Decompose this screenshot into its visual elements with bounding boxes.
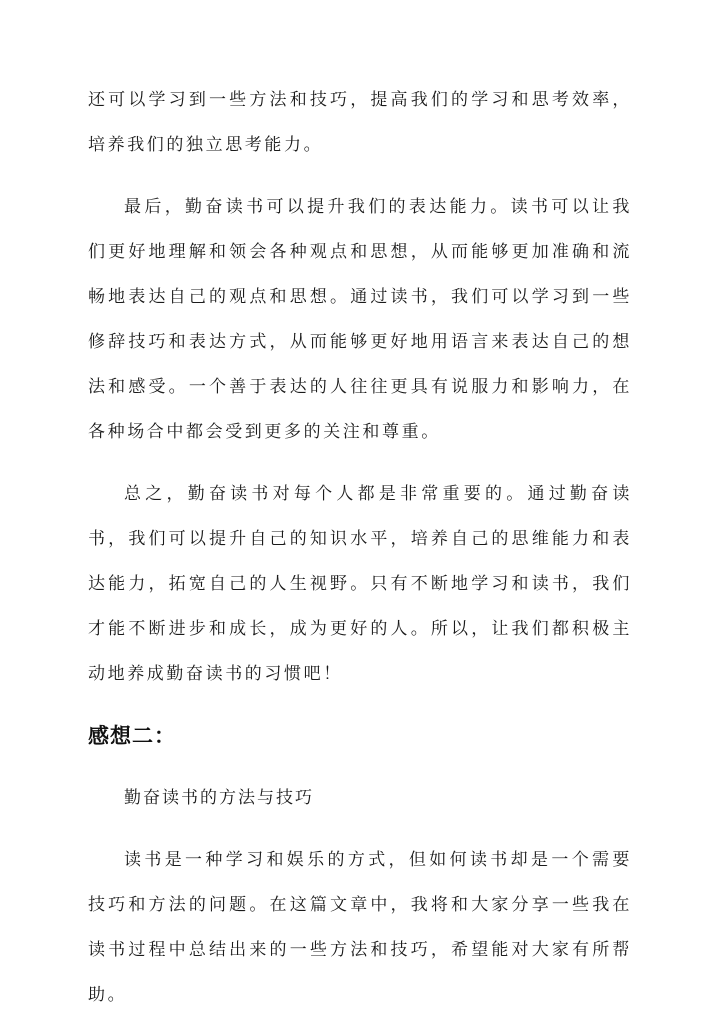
paragraph-conclusion: 总之，勤奋读书对每个人都是非常重要的。通过勤奋读书，我们可以提升自己的知识水平，培养自己的思维能力和表达能力，拓宽自己的人生视野。只有不断地学习和读书，我们才能不断进步和成长，成为更好的人。所以，让我们都积极主动地养成勤奋读书的习惯吧！ <box>88 484 632 684</box>
paragraph-intro: 读书是一种学习和娱乐的方式，但如何读书却是一个需要技巧和方法的问题。在这篇文章中，我将和大家分享一些我在读书过程中总结出来的一些方法和技巧，希望能对大家有所帮助。 <box>88 850 632 1005</box>
section-subtitle: 勤奋读书的方法与技巧 <box>124 788 314 808</box>
paragraph-gap <box>88 168 632 185</box>
paragraph-expression-ability: 最后，勤奋读书可以提升我们的表达能力。读书可以让我们更好地理解和领会各种观点和思想，从而能够更加准确和流畅地表达自己的观点和思想。通过读书，我们可以学习到一些修辞技巧和表达方式，从而能够更好地用语言来表达自己的想法和感受。一个善于表达的人往往更具有说服力和影响力，在各种场合中都会受到更多的关注和尊重。 <box>88 197 632 442</box>
paragraph-gap <box>88 759 632 776</box>
paragraph-gap <box>88 821 632 838</box>
document-page <box>88 78 632 1018</box>
paragraph-continued: 还可以学习到一些方法和技巧，提高我们的学习和思考效率，培养我们的独立思考能力。 <box>88 90 632 155</box>
paragraph-gap <box>88 697 632 714</box>
section-heading: 感想二： <box>88 724 176 748</box>
paragraph-gap <box>88 455 632 472</box>
